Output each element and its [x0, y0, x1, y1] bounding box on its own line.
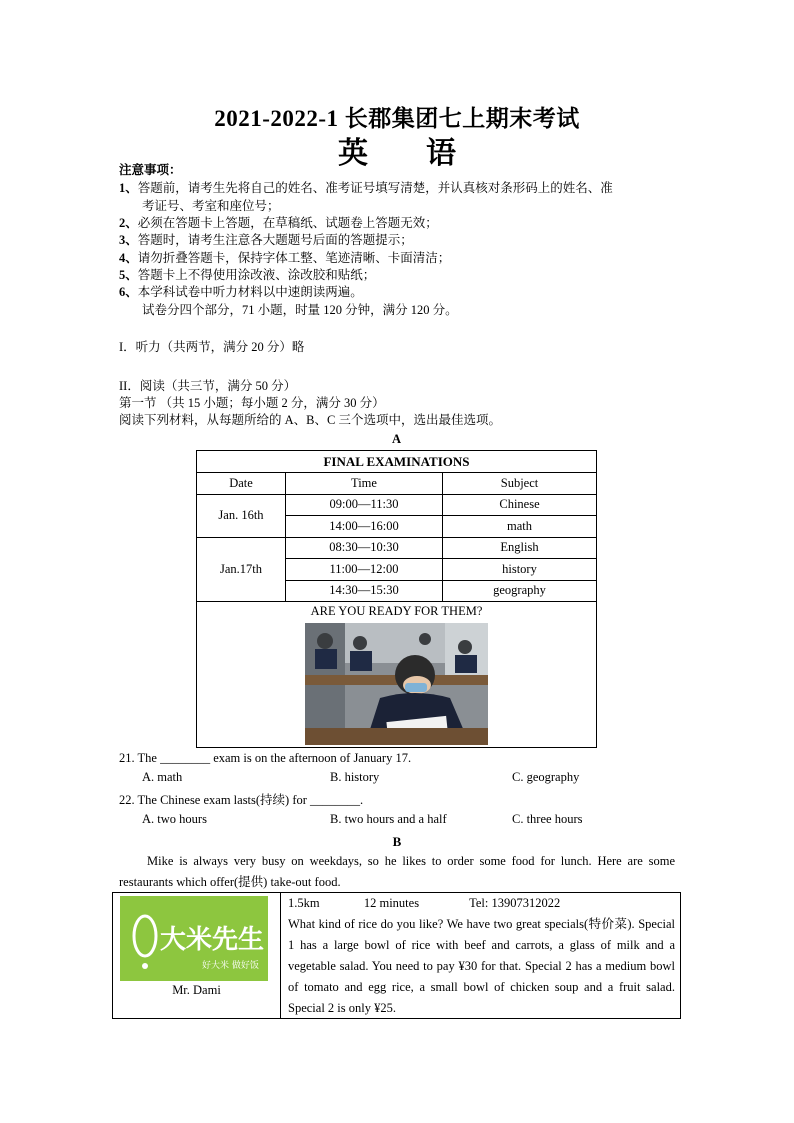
subject-cell: English: [443, 537, 597, 559]
question-21-option-a: A. math: [142, 770, 183, 784]
time-cell: 14:00—16:00: [286, 516, 443, 538]
question-22-option-b: B. two hours and a half: [330, 812, 447, 826]
note-item: 5、答题卡上不得使用涂改液、涂改胶和贴纸；: [119, 268, 376, 282]
restaurant-phone: Tel: 13907312022: [469, 896, 561, 910]
card-divider: [280, 893, 281, 1018]
restaurant-distance: 1.5km: [288, 896, 320, 910]
note-item-continued: 考证号、考室和座位号；: [142, 199, 280, 213]
question-21-option-c: C. geography: [512, 770, 580, 784]
subject-cell: Chinese: [443, 494, 597, 516]
time-cell: 11:00—12:00: [286, 559, 443, 581]
section1-heading: 第一节 （共 15 小题；每小题 2 分，满分 30 分）: [119, 396, 385, 410]
part2-heading: II．阅读（共三节，满分 50 分）: [119, 379, 297, 393]
question-21-option-b: B. history: [330, 770, 380, 784]
dami-logo: [120, 896, 268, 981]
question-21: 21. The ________ exam is on the afternoon of January 17.: [119, 751, 412, 765]
logo-text: 大米先生: [160, 925, 265, 955]
photo-cell: [197, 602, 597, 748]
question-22: 22. The Chinese exam lasts(持续) for ________.: [119, 793, 364, 807]
notes-heading: 注意事项：: [119, 163, 182, 177]
question-22-option-c: C. three hours: [512, 812, 583, 826]
time-cell: 09:00—11:30: [286, 494, 443, 516]
time-cell: 14:30—15:30: [286, 580, 443, 602]
note-item: 3、答题时，请考生注意各大题题号后面的答题提示；: [119, 233, 413, 247]
passage-b-intro: Mike is always very busy on weekdays, so he likes to order some food for lunch. Here are some restaurants which offer(提供) take-out food.: [119, 854, 675, 889]
notes-summary: 试卷分四个部分，71 小题，时量 120 分钟，满分 120 分。: [142, 303, 458, 317]
question-22-option-a: A. two hours: [142, 812, 207, 826]
restaurant-details: [288, 893, 675, 1019]
restaurant-description: What kind of rice do you like? We have two great specials(特价菜). Special 1 has a large bowl of rice with beef and carrots, a glass of milk and a vegetable salad. You need to pay ¥30 for that. Special 2 has a medium bowl of tomato and egg rice, a small bowl of chicken soup and a fruit salad. Special 2 is only ¥25.: [288, 917, 675, 1015]
instruction: 阅读下列材料，从每题所给的 A、B、C 三个选项中，选出最佳选项。: [119, 413, 501, 427]
subject-cell: history: [443, 559, 597, 581]
column-header-subject: Subject: [443, 473, 597, 495]
column-header-time: Time: [286, 473, 443, 495]
note-item: 1、答题前，请考生先将自己的姓名、准考证号填写清楚，并认真核对条形码上的姓名、准: [119, 181, 613, 195]
passage-label-b: B: [392, 834, 402, 849]
restaurant-delivery-time: 12 minutes: [363, 896, 420, 910]
page-title: 2021-2022-1 长郡集团七上期末考试: [214, 106, 580, 131]
exam-schedule-table: [196, 450, 597, 748]
time-cell: 08:30—10:30: [286, 537, 443, 559]
restaurant-name: Mr. Dami: [172, 983, 221, 997]
restaurant-card: [112, 892, 681, 1019]
date-cell: Jan.17th: [197, 537, 286, 602]
classroom-photo: [305, 623, 488, 745]
note-item: 6、本学科试卷中听力材料以中速朗读两遍。: [119, 285, 363, 299]
note-item: 4、请勿折叠答题卡，保持字体工整、笔迹清晰、卡面清洁；: [119, 251, 451, 265]
column-header-date: Date: [197, 473, 286, 495]
restaurant-meta: [288, 893, 675, 914]
logo-slogan: 好大米 做好饭: [202, 961, 259, 971]
passage-label-a: A: [392, 432, 402, 446]
table-footer-caption: ARE YOU READY FOR THEM?: [310, 604, 483, 618]
subject-char-1: 英: [338, 137, 368, 170]
table-title: FINAL EXAMINATIONS: [197, 451, 597, 473]
note-item: 2、必须在答题卡上答题，在草稿纸、试题卷上答题无效；: [119, 216, 438, 230]
subject-char-2: 语: [426, 137, 456, 170]
table-row: [197, 537, 597, 559]
subject-cell: math: [443, 516, 597, 538]
date-cell: Jan. 16th: [197, 494, 286, 537]
table-row: [197, 494, 597, 516]
subject-cell: geography: [443, 580, 597, 602]
part1-listening: I．听力（共两节，满分 20 分）略: [119, 340, 305, 354]
